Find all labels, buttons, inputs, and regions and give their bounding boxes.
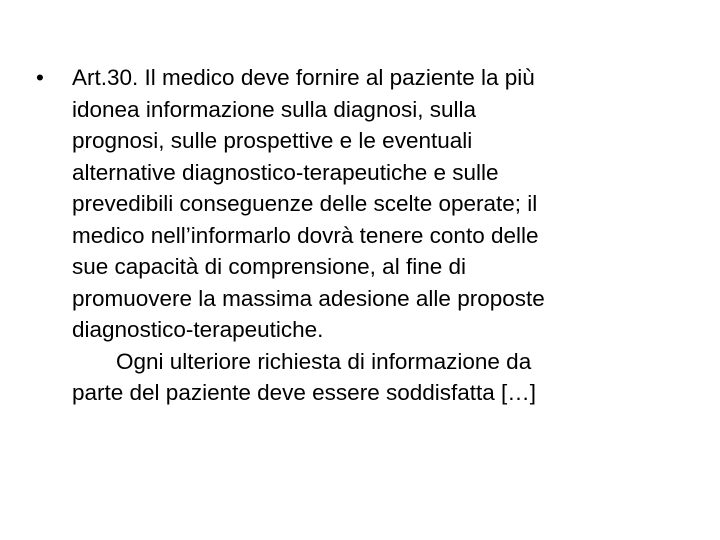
text-line: diagnostico-terapeutiche. xyxy=(72,317,324,342)
text-line: idonea informazione sulla diagnosi, sulla xyxy=(72,96,477,122)
text-line: parte del paziente deve essere soddisfatta […] xyxy=(72,380,537,405)
text-line: alternative diagnostico-terapeutiche e sulle xyxy=(72,159,499,185)
text-line: Art.30. Il medico deve fornire al paziente la più xyxy=(72,65,535,90)
text-line: prognosi, sulle prospettive e le eventuali xyxy=(72,128,473,153)
bullet-marker: • xyxy=(36,65,44,90)
text-line: medico nell’informarlo dovrà tenere conto delle xyxy=(72,222,539,248)
bullet-item xyxy=(36,62,676,409)
text-line: promuovere la massima adesione alle proposte xyxy=(72,285,545,311)
text-line: sue capacità di comprensione, al fine di xyxy=(72,254,466,279)
text-line: prevedibili conseguenze delle scelte operate; il xyxy=(72,191,538,216)
article-paragraph xyxy=(72,62,676,409)
text-line: Ogni ulteriore richiesta di informazione da xyxy=(116,348,532,374)
